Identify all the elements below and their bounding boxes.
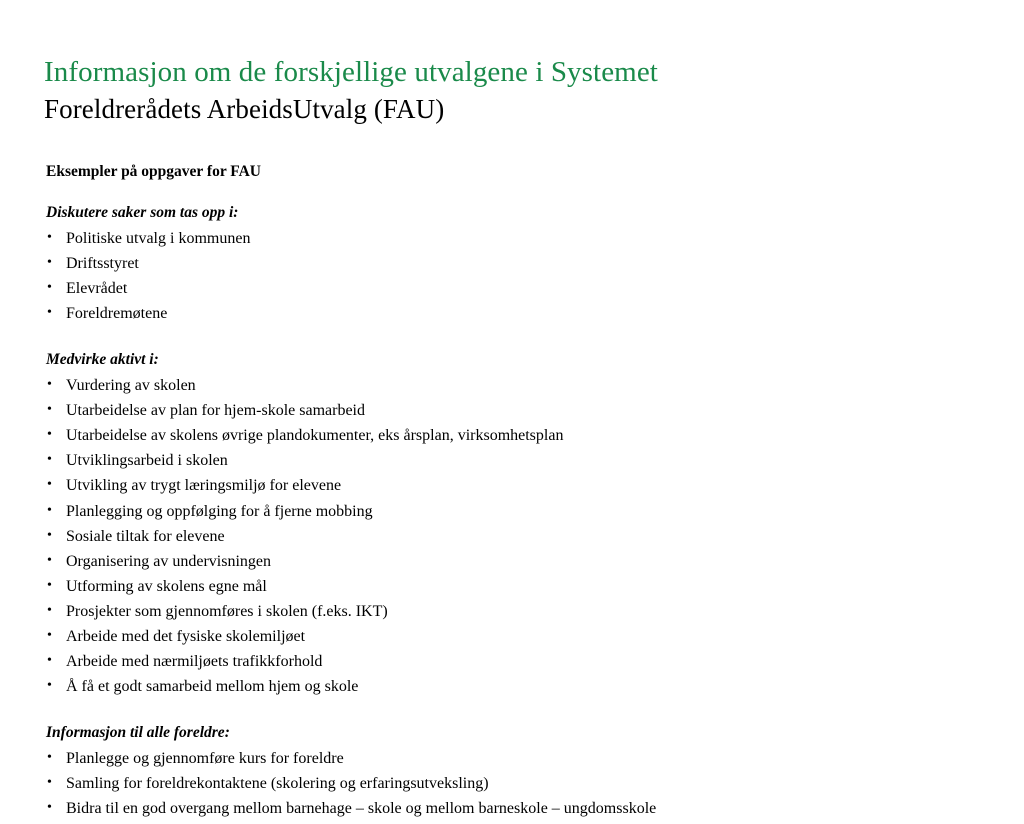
section-heading-participate: Medvirke aktivt i:	[46, 351, 159, 369]
list-item: • Utforming av skolens egne mål	[44, 577, 976, 602]
list-item: • Vurdering av skolen	[44, 376, 976, 401]
list-item: • Sosiale tiltak for elevene	[44, 527, 976, 552]
list-item: • Arbeide med nærmiljøets trafikkforhold	[44, 652, 976, 677]
spacer	[44, 182, 976, 203]
list-item: • Prosjekter som gjennomføres i skolen (f.eks. IKT)	[44, 602, 976, 627]
page-subtitle: Foreldrerådets ArbeidsUtvalg (FAU)	[44, 94, 445, 125]
page-title: Informasjon om de forskjellige utvalgene i Systemet	[44, 56, 658, 88]
list-item: • Politiske utvalg i kommunen	[44, 229, 976, 254]
spacer	[44, 329, 976, 350]
list-item: • Bidra til en god overgang mellom barnehage – skole og mellom barneskole – ungdomsskole	[44, 799, 976, 824]
spacer	[44, 702, 976, 723]
list-item: • Utviklingsarbeid i skolen	[44, 451, 976, 476]
list-item: • Elevrådet	[44, 279, 976, 304]
list-item: • Planlegge og gjennomføre kurs for foreldre	[44, 749, 976, 774]
list-item: • Samling for foreldrekontaktene (skolering og erfaringsutveksling)	[44, 774, 976, 799]
bullet-list-participate	[44, 376, 976, 702]
list-item: • Driftsstyret	[44, 254, 976, 279]
bullet-list-information	[44, 749, 976, 824]
list-item: • Foreldremøtene	[44, 304, 976, 329]
list-item: • Arbeide med det fysiske skolemiljøet	[44, 627, 976, 652]
content-body	[44, 162, 976, 824]
list-item: • Planlegging og oppfølging for å fjerne mobbing	[44, 502, 976, 527]
list-item: • Utarbeidelse av skolens øvrige plandokumenter, eks årsplan, virksomhetsplan	[44, 426, 976, 451]
section-heading-information: Informasjon til alle foreldre:	[46, 724, 230, 741]
list-item: • Utarbeidelse av plan for hjem-skole samarbeid	[44, 401, 976, 426]
list-item: • Å få et godt samarbeid mellom hjem og skole	[44, 677, 976, 702]
bullet-list-discuss	[44, 229, 976, 329]
list-item: • Utvikling av trygt læringsmiljø for elevene	[44, 476, 976, 501]
list-item: • Organisering av undervisningen	[44, 552, 976, 577]
examples-heading: Eksempler på oppgaver for FAU	[46, 162, 261, 180]
section-heading-discuss: Diskutere saker som tas opp i:	[46, 203, 239, 221]
